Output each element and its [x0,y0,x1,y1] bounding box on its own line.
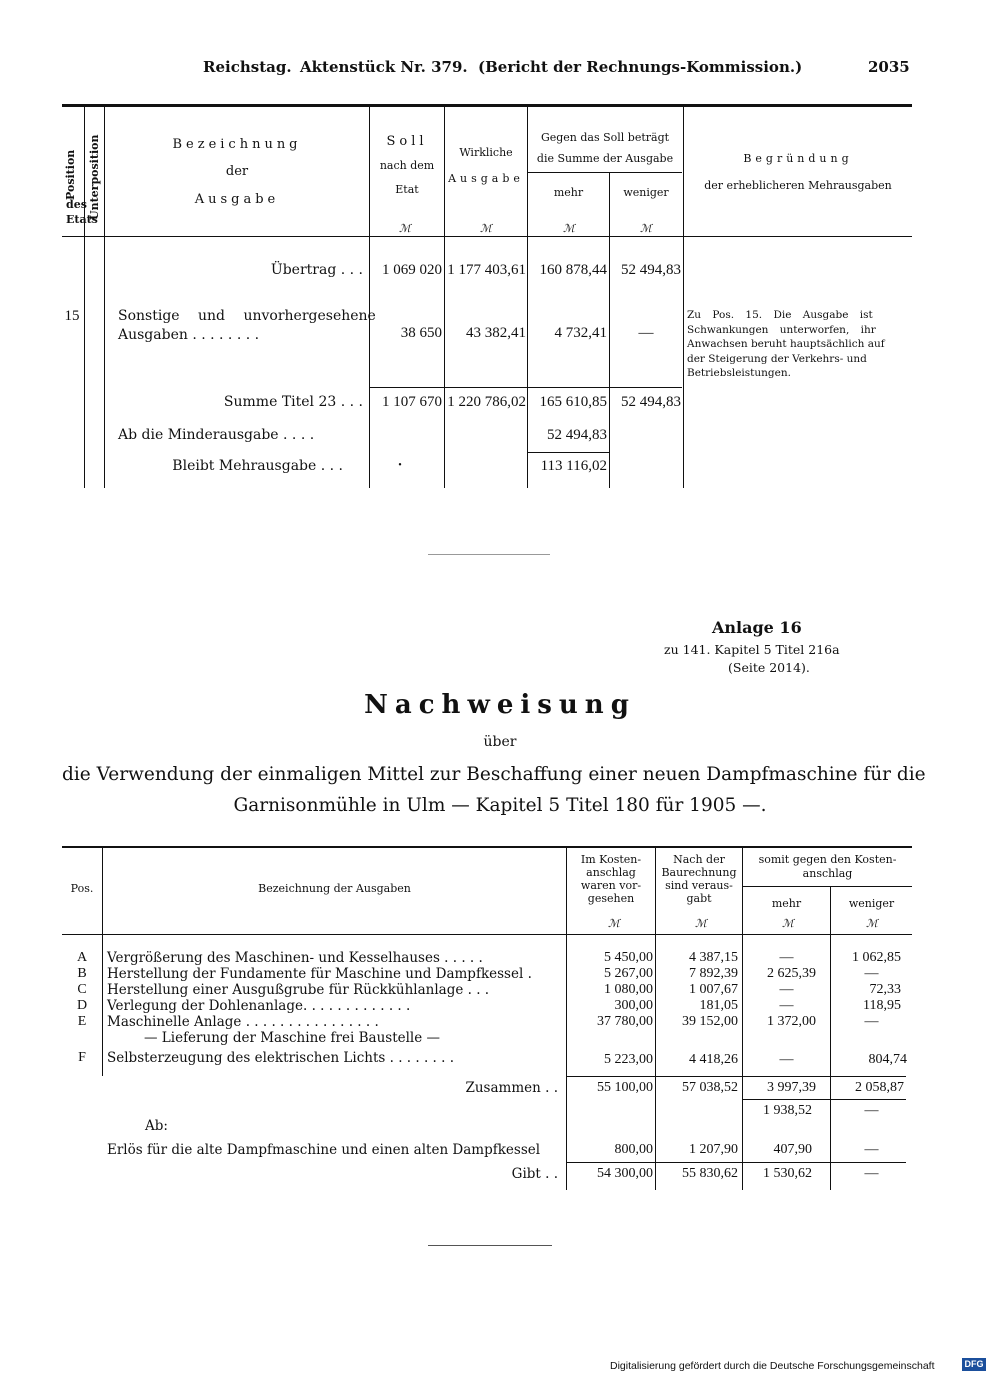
anlage-line-2: (Seite 2014). [728,660,810,675]
cell-mehr: — [779,950,794,965]
cell-weniger: — [864,1142,879,1157]
row-pos: B [77,966,87,981]
cell-soll: • [398,460,402,471]
dfg-logo: DFG [962,1358,986,1371]
unit-mehr: ℳ [563,222,575,235]
cell-mehr: 1 372,00 [767,1014,816,1029]
unit-bau: ℳ [695,917,707,930]
col-kosten-line: gesehen [587,892,635,905]
col-kostenanschlag [567,853,655,905]
cell-wirklich: 1 177 403,61 [447,262,526,278]
ab-label: Ab: [145,1118,168,1134]
unit-weniger: ℳ [866,917,878,930]
cell-mehr: 113 116,02 [540,458,607,474]
row-position: 15 [64,308,80,324]
page-number: 2035 [868,58,910,76]
col-weniger: weniger [623,186,669,199]
anlage-title: Anlage 16 [712,618,802,637]
row-label: Maschinelle Anlage . . . . . . . . . . . . . . . . [107,1014,379,1030]
cell-weniger: — [864,966,879,981]
unit-weniger: ℳ [640,222,652,235]
cell-soll: 1 069 020 [382,262,442,278]
row-label: Erlös für die alte Dampfmaschine und einen alten Dampfkessel [107,1142,541,1158]
note-line: Betriebsleistungen. [687,367,791,379]
cell-weniger: 52 494,83 [621,262,681,278]
cell-mehr: 1 530,62 [763,1166,812,1181]
cell-wirklich: 1 220 786,02 [447,394,526,410]
col-gegen-line: somit gegen den Kosten- [758,853,897,866]
col-bau-line: Nach der [673,853,725,866]
row-label: Selbsterzeugung des elektrischen Lichts . . . . . . . . [107,1050,454,1066]
cell-kosten: 5 223,00 [604,1052,653,1067]
col-gegen-kostenanschlag [743,853,912,881]
cell-weniger: 118,95 [863,998,901,1013]
col-begruendung-2: der erheblicheren Mehrausgaben [704,179,892,192]
cell-mehr: 407,90 [773,1142,812,1157]
row-pos: E [77,1014,87,1029]
header-kommission: (Bericht der Rechnungs-Kommission.) [478,58,803,76]
nachweisung-title: Nachweisung [364,690,636,720]
col-gegen-2: die Summe der Ausgabe [536,152,674,165]
cell-wirklich: 43 382,41 [466,325,526,341]
begruendung-note [687,308,911,381]
row-pos: D [76,998,88,1013]
col-bezeichnung: Bezeichnung der Ausgaben [258,882,411,895]
cell-bau: 7 892,39 [689,966,738,981]
col-baurechnung [656,853,742,905]
row-pos: F [78,1050,86,1065]
row-label: Übertrag . . . [270,262,363,278]
cell-mehr: 160 878,44 [539,262,607,278]
cell-weniger: 72,33 [869,982,901,997]
row-label: Zusammen . . [465,1080,558,1096]
cell-bau: 39 152,00 [682,1014,738,1029]
col-bezeichnung-2: der [225,164,249,179]
col-kosten-line: waren vor- [580,879,642,892]
row-label-1: Sonstige und unvorhergesehene [118,308,376,324]
cell-weniger: — [864,1166,879,1181]
cell-weniger: 2 058,87 [855,1080,904,1095]
separator [428,1245,552,1246]
cell-mehr: — [779,998,794,1013]
col-bau-line: sind veraus- [665,879,733,892]
cell-kosten: 800,00 [614,1142,653,1157]
row-label: Vergrößerung des Maschinen- und Kesselhauses . . . . . [107,950,483,966]
col-soll-1: Soll [386,134,428,149]
unit-wirklich: ℳ [480,222,492,235]
col-mehr: mehr [553,186,584,199]
col-wirkliche-2: Ausgabe [448,172,524,185]
cell-mehr: 4 732,41 [554,325,607,341]
cell-mehr: 165 610,85 [539,394,607,410]
cell-weniger: — [864,1014,879,1029]
row-label: Herstellung der Fundamente für Maschine und Dampfkessel . [107,966,532,982]
cell-mehr: 3 997,39 [767,1080,816,1095]
cell-bau: 1 007,67 [689,982,738,997]
row-label: — Lieferung der Maschine frei Baustelle — [144,1030,441,1046]
col-position-des: des [66,198,87,211]
cell-bau: 1 207,90 [689,1142,738,1157]
col-gegen-line: anschlag [802,867,853,880]
unit-mehr: ℳ [782,917,794,930]
col-position-etats: Etats [66,213,98,226]
separator [428,554,550,555]
note-line: Anwachsen beruht hauptsächlich auf [687,338,885,350]
cell-kosten: 300,00 [614,998,653,1013]
footer-credit: Digitalisierung gefördert durch die Deutsche Forschungsgemeinschaft [610,1360,935,1372]
cell-bau: 4 387,15 [689,950,738,965]
cell-soll: 38 650 [400,325,442,341]
col-weniger: weniger [848,897,895,910]
cell-weniger: 804,74 [868,1052,907,1067]
cell-bau: 55 830,62 [682,1166,738,1181]
cell-mehr: — [779,1052,794,1067]
cell-mehr: 1 938,52 [763,1103,812,1118]
nachweisung-line-1: die Verwendung der einmaligen Mittel zur Beschaffung einer neuen Dampfmaschine für die [62,764,926,785]
cell-weniger: 1 062,85 [852,950,901,965]
cell-bau: 4 418,26 [689,1052,738,1067]
row-label: Herstellung einer Ausgußgrube für Rückkühlanlage . . . [107,982,490,998]
cell-weniger: — [864,1103,879,1118]
col-unterposition: Unterposition [88,134,101,220]
unit-soll: ℳ [399,222,411,235]
col-position: Position [64,149,77,200]
col-soll-2: nach dem [379,159,435,172]
cell-kosten: 5 267,00 [604,966,653,981]
cell-weniger: — [638,325,654,341]
nachweisung-line-2: Garnisonmühle in Ulm — Kapitel 5 Titel 180 für 1905 —. [233,795,767,816]
col-wirkliche-1: Wirkliche [459,146,513,159]
col-bezeichnung-1: Bezeichnung [172,137,302,152]
row-label: Gibt . . [511,1166,558,1182]
cell-mehr: 2 625,39 [767,966,816,981]
col-bezeichnung-3: Ausgabe [194,192,280,207]
col-kosten-line: Im Kosten- [580,853,642,866]
row-label: Ab die Minderausgabe . . . . [118,427,315,443]
header-reichstag: Reichstag. [203,58,292,76]
cell-weniger: 52 494,83 [621,394,681,410]
header-aktenstueck: Aktenstück Nr. 379. [300,58,468,76]
row-label: Verlegung der Dohlenanlage. . . . . . . . . . . . . [107,998,411,1014]
cell-kosten: 5 450,00 [604,950,653,965]
cell-kosten: 37 780,00 [597,1014,653,1029]
cell-kosten: 55 100,00 [597,1080,653,1095]
cell-bau: 181,05 [699,998,738,1013]
cell-bau: 57 038,52 [682,1080,738,1095]
note-line: Schwankungen unterworfen, ihr [687,323,876,336]
cell-mehr: 52 494,83 [547,427,607,443]
cell-kosten: 54 300,00 [597,1166,653,1181]
note-line: Zu Pos. 15. Die Ausgabe ist [687,309,873,321]
cell-kosten: 1 080,00 [604,982,653,997]
col-soll-3: Etat [395,183,419,196]
row-label-2: Ausgaben . . . . . . . . [118,327,260,343]
col-bau-line: gabt [686,892,712,905]
note-line: der Steigerung der Verkehrs- und [687,352,867,365]
col-mehr: mehr [771,897,802,910]
col-kosten-line: anschlag [586,866,636,879]
cell-mehr: — [779,982,794,997]
row-pos: C [77,982,87,997]
anlage-line-1: zu 141. Kapitel 5 Titel 216a [664,642,840,657]
cell-soll: 1 107 670 [382,394,442,410]
unit-kosten: ℳ [608,917,620,930]
row-label: Bleibt Mehrausgabe . . . [172,458,343,474]
col-bau-line: Baurechnung [661,866,737,879]
col-begruendung-1: Begründung [743,152,853,165]
col-gegen-1: Gegen das Soll beträgt [540,131,670,144]
col-pos: Pos. [70,882,94,895]
nachweisung-ueber: über [483,734,517,750]
row-label: Summe Titel 23 . . . [223,394,363,410]
row-pos: A [76,950,88,965]
